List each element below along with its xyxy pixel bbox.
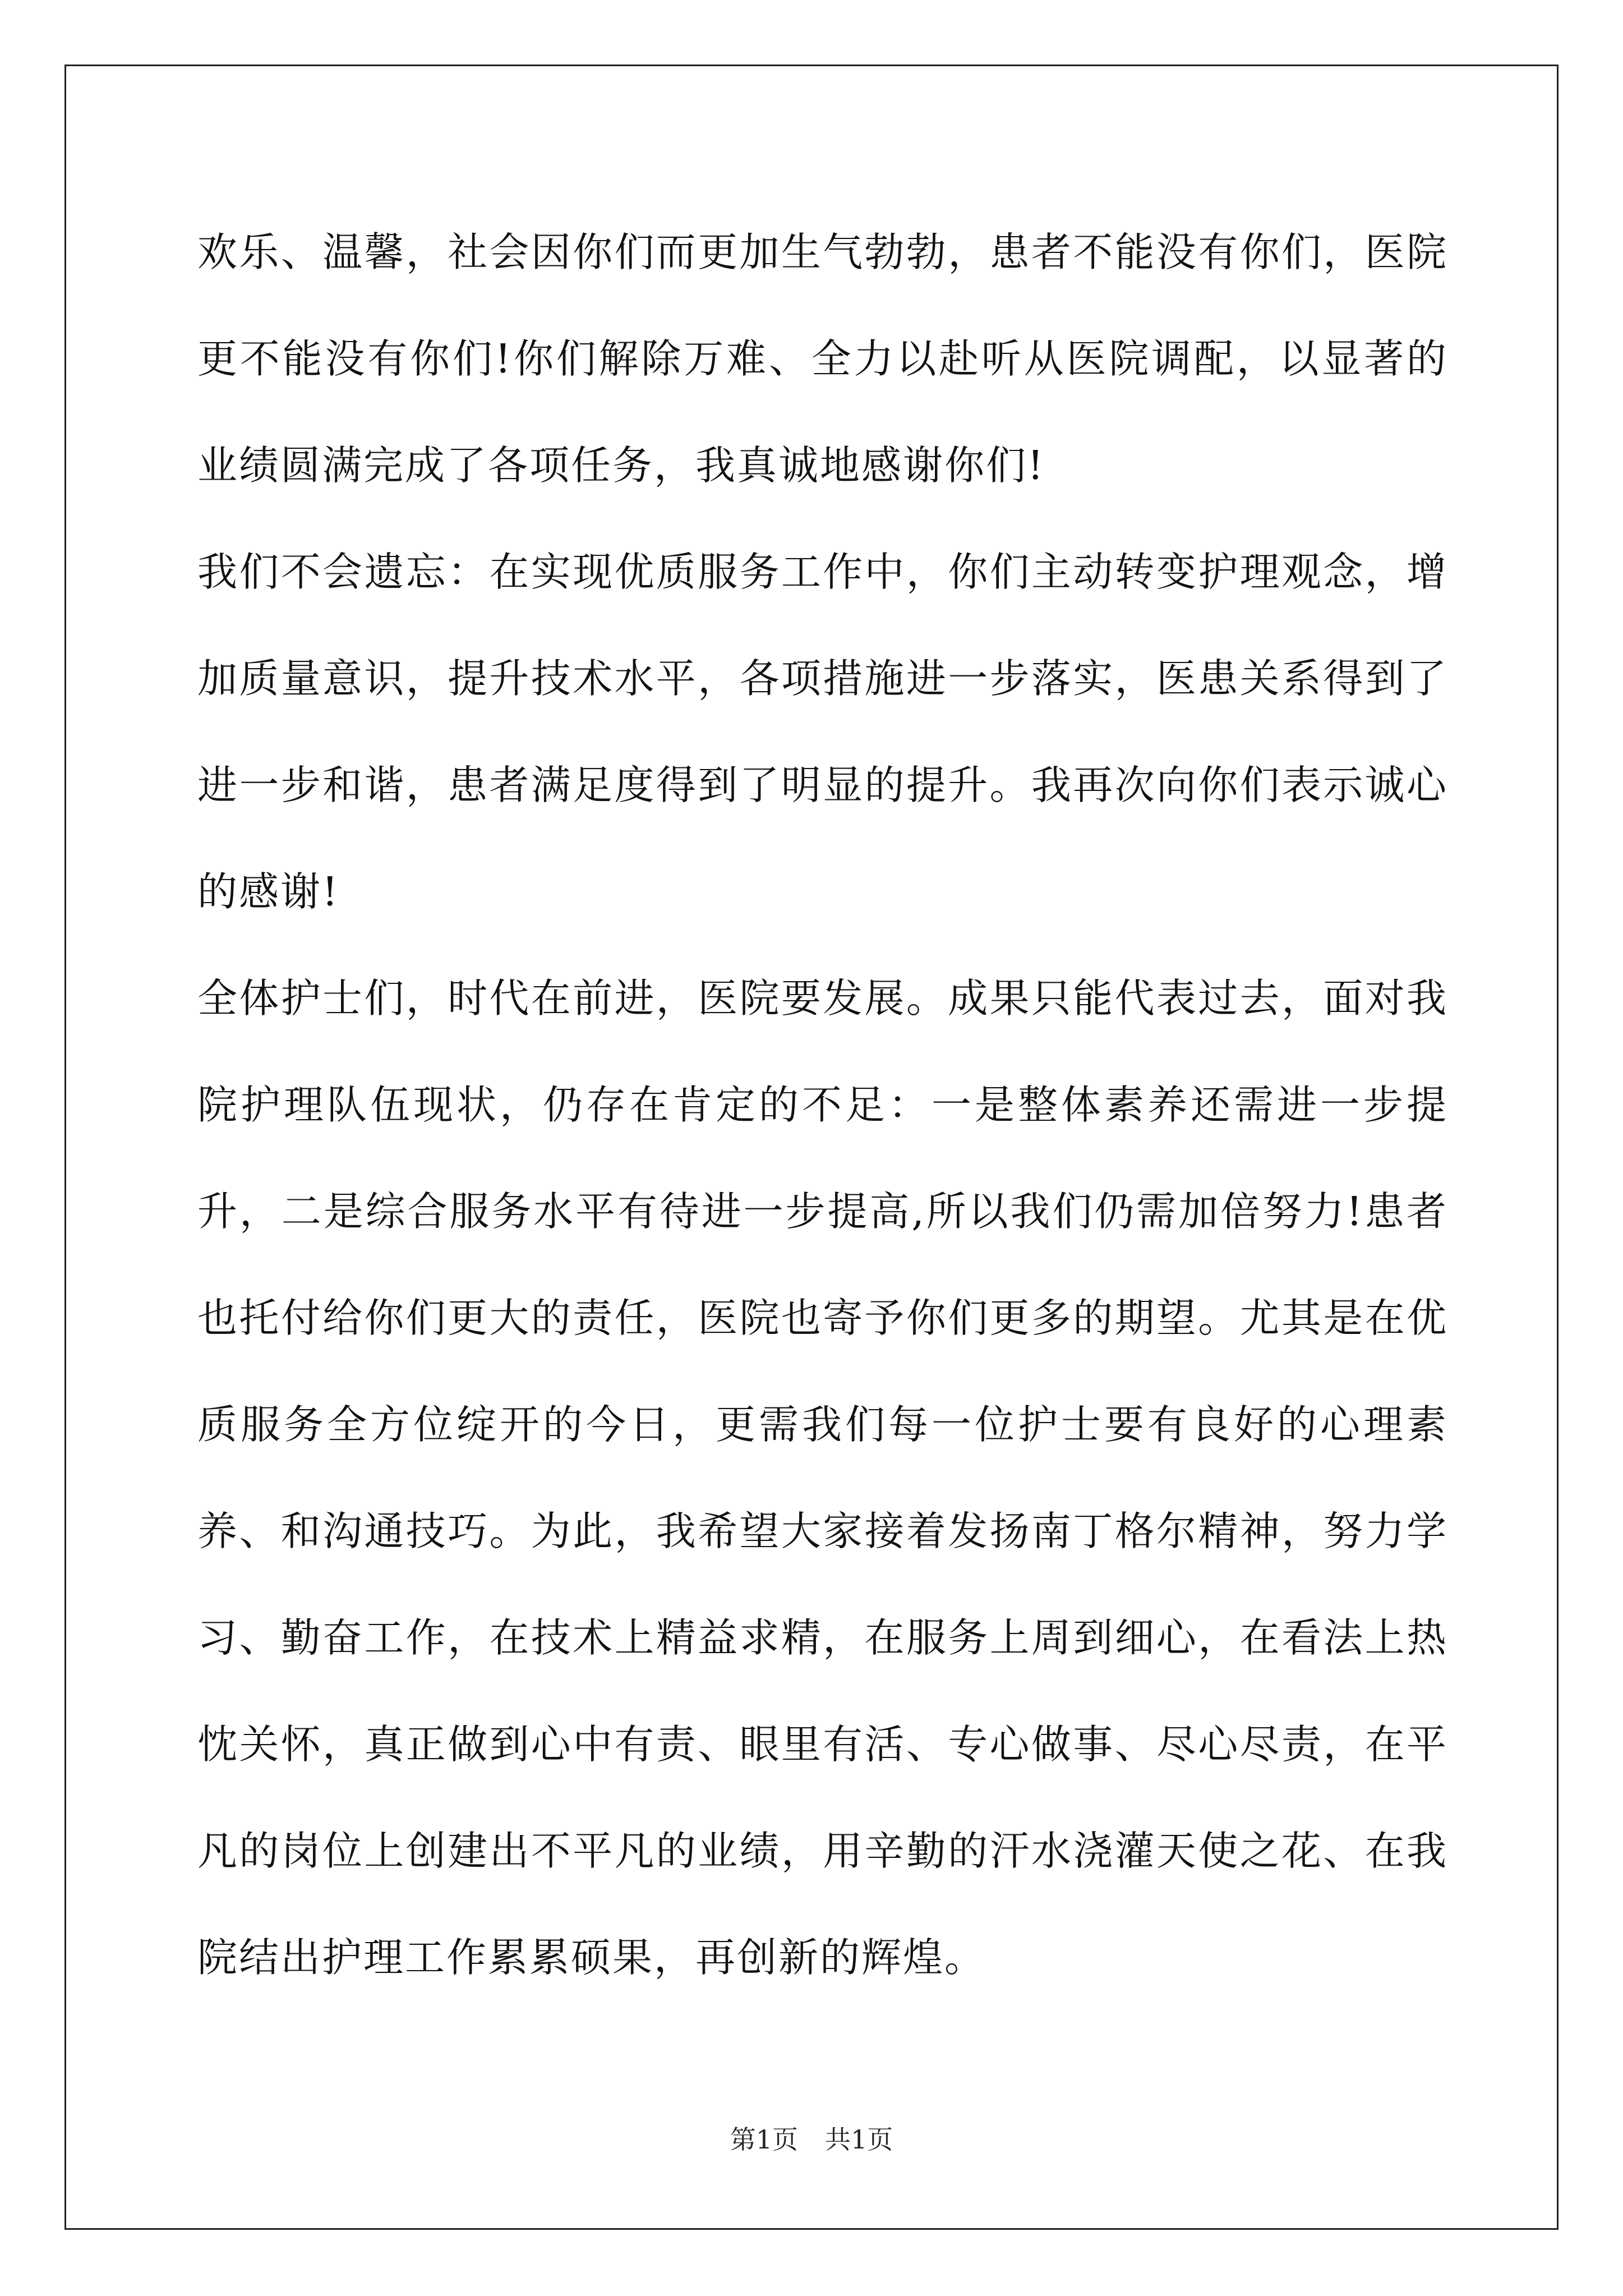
page-number: 第1页 <box>730 2124 798 2155</box>
paragraph-2: 我们不会遗忘：在实现优质服务工作中，你们主动转变护理观念，增加质量意识，提升技术水平，各项措施进一步落实，医患关系得到了进一步和谐，患者满足度得到了明显的提升。我再次向你们表示诚心的感谢! <box>197 549 1448 915</box>
page-footer <box>0 2119 1623 2156</box>
document-body <box>197 199 1448 2011</box>
paragraph-3: 全体护士们，时代在前进，医院要发展。成果只能代表过去，面对我院护理队伍现状，仍存在肯定的不足：一是整体素养还需进一步提升，二是综合服务水平有待进一步提高,所以我们仍需加倍努力!患者也托付给你们更大的责任，医院也寄予你们更多的期望。尤其是在优质服务全方位绽开的今日，更需我们每一位护士要有良好的心理素养、和沟通技巧。为此，我希望大家接着发扬南丁格尔精神，努力学习、勤奋工作，在技术上精益求精，在服务上周到细心，在看法上热忱关怀，真正做到心中有责、眼里有活、专心做事、尽心尽责，在平凡的岗位上创建出不平凡的业绩，用辛勤的汗水浇灌天使之花、在我院结出护理工作累累硕果，再创新的辉煌。 <box>197 975 1448 1981</box>
paragraph-1: 欢乐、温馨，社会因你们而更加生气勃勃，患者不能没有你们，医院更不能没有你们!你们解除万难、全力以赴听从医院调配，以显著的业绩圆满完成了各项任务，我真诚地感谢你们! <box>197 229 1448 489</box>
page-total: 共1页 <box>825 2124 893 2155</box>
